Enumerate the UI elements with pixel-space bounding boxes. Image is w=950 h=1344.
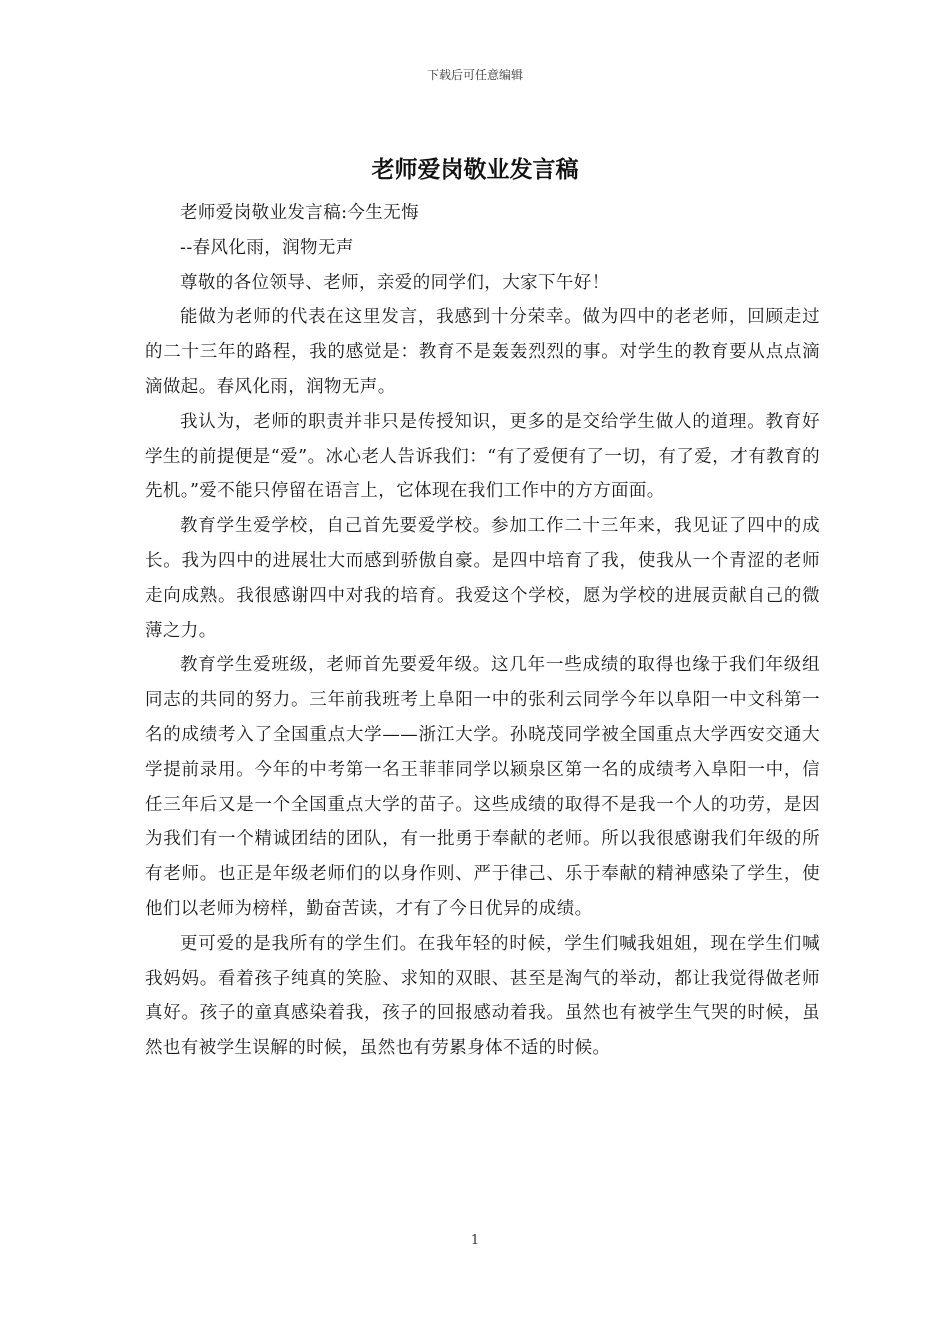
- document-title: 老师爱岗敬业发言稿: [371, 156, 579, 183]
- subtitle-paragraph: 老师爱岗敬业发言稿:今生无悔: [180, 203, 419, 223]
- body-paragraph: 教育学生爱班级，老师首先要爱年级。这几年一些成绩的取得也缘于我们年级组同志的共同的努力。三年前我班考上阜阳一中的张利云同学今年以阜阳一中文科第一名的成绩考入了全国重点大学——浙江大学。孙晓茂同学被全国重点大学西安交通大学提前录用。今年的中考第一名王菲菲同学以颍泉区第一名的成绩考入阜阳一中，信任三年后又是一个全国重点大学的苗子。这些成绩的取得不是我一个人的功劳，是因为我们有一个精诚团结的团队，有一批勇于奉献的老师。所以我很感谢我们年级的所有老师。也正是年级老师们的以身作则、严于律己、乐于奉献的精神感染了学生，使他们以老师为榜样，勤奋苦读，才有了今日优异的成绩。: [145, 655, 820, 919]
- document-body: [145, 196, 820, 1066]
- greeting-paragraph: 尊敬的各位领导、老师，亲爱的同学们，大家下午好！: [180, 272, 610, 293]
- page-number: 1: [470, 1233, 480, 1248]
- body-paragraph: 教育学生爱学校，自己首先要爱学校。参加工作二十三年来，我见证了四中的成长。我为四中的进展壮大而感到骄傲自豪。是四中培育了我，使我从一个青涩的老师走向成熟。我很感谢四中对我的培育。我爱这个学校，愿为学校的进展贡献自己的微薄之力。: [145, 516, 820, 641]
- header-note: 下载后可任意编辑: [426, 68, 523, 82]
- body-paragraph: 我认为，老师的职责并非只是传授知识，更多的是交给学生做人的道理。教育好学生的前提便是“爱”。冰心老人告诉我们：“有了爱便有了一切，有了爱，才有教育的先机。”爱不能只停留在语言上，它体现在我们工作中的方方面面。: [145, 411, 820, 502]
- body-paragraph: 更可爱的是我所有的学生们。在我年轻的时候，学生们喊我姐姐，现在学生们喊我妈妈。看着孩子纯真的笑脸、求知的双眼、甚至是淘气的举动，都让我觉得做老师真好。孩子的童真感染着我，孩子的回报感动着我。虽然也有被学生气哭的时候，虽然也有被学生误解的时候，虽然也有劳累身体不适的时候。: [145, 933, 820, 1059]
- body-paragraph: 能做为老师的代表在这里发言，我感到十分荣幸。做为四中的老老师，回顾走过的二十三年的路程，我的感觉是：教育不是轰轰烈烈的事。对学生的教育要从点点滴滴做起。春风化雨，润物无声。: [145, 307, 820, 397]
- motto-paragraph: --春风化雨，润物无声: [180, 237, 354, 258]
